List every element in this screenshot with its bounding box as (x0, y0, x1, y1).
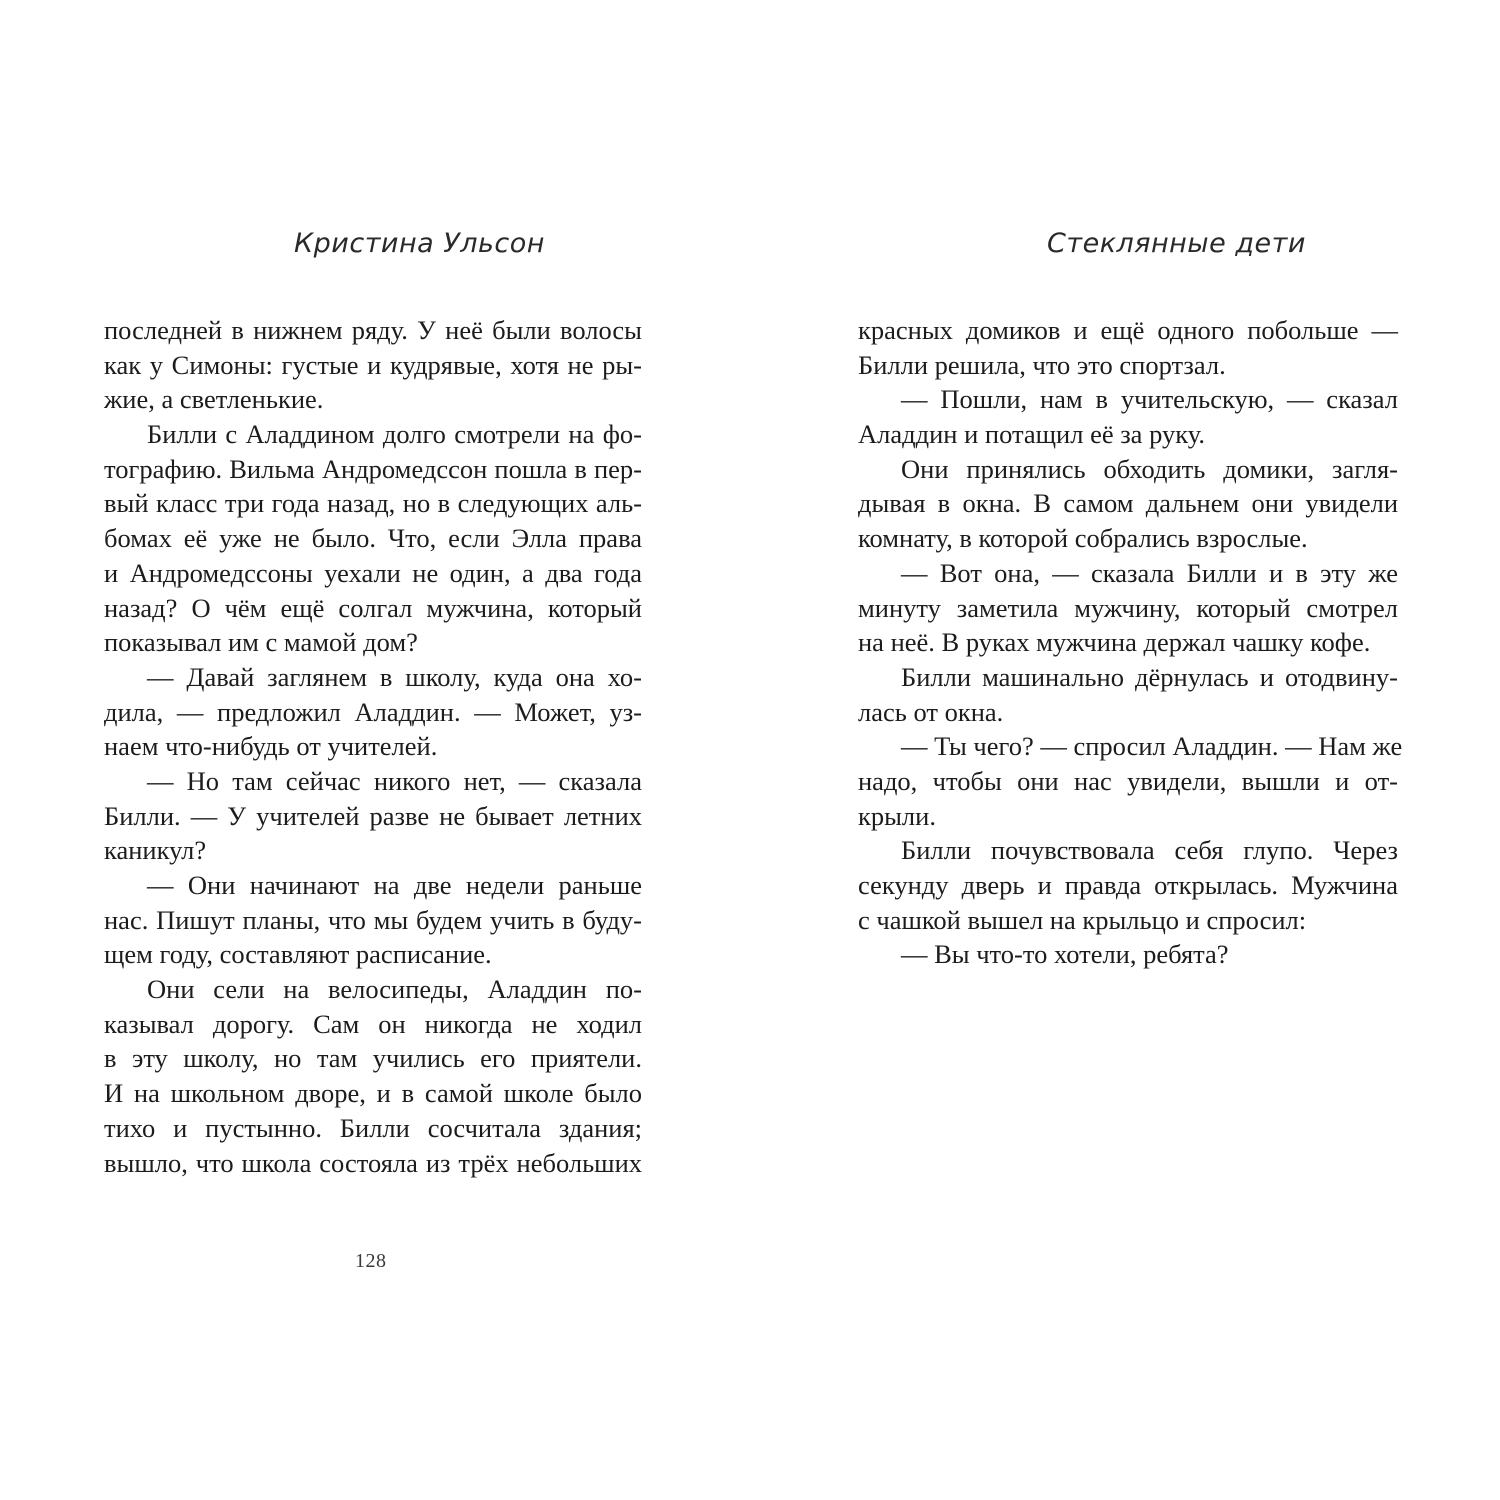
text-line: Билли машинально дёрнулась и отодвину- (901, 661, 1398, 692)
text-line: лась от окна. (858, 696, 1004, 727)
text-line: — Вы что-то хотели, ребята? (901, 939, 1229, 970)
text-line: дила, — предложил Аладдин. — Может, уз- (104, 696, 642, 727)
text-line: крыли. (858, 800, 936, 831)
text-line: нас. Пишут планы, что мы будем учить в буду- (104, 904, 642, 935)
text-line: щем году, составляют расписание. (104, 939, 492, 970)
text-line: как у Симоны: густые и кудрявые, хотя не ры- (104, 349, 642, 380)
text-line: на неё. В руках мужчина держал чашку кофе. (858, 627, 1371, 658)
text-line: — Вот она, — сказала Билли и в эту же (901, 557, 1398, 588)
text-line: комнату, в которой собрались взрослые. (858, 523, 1308, 554)
text-line: бомах её уже не было. Что, если Элла права (104, 523, 642, 554)
text-line: надо, чтобы они нас увидели, вышли и от- (858, 765, 1398, 796)
text-line: жие, а светленькие. (104, 384, 324, 415)
text-line: Они принялись обходить домики, загля- (901, 453, 1398, 484)
text-line: в эту школу, но там учились его приятели. (104, 1043, 642, 1074)
text-line: последней в нижнем ряду. У неё были волосы (104, 315, 642, 345)
text-line: с чашкой вышел на крыльцо и спросил: (858, 904, 1307, 935)
title-running-head: Стеклянные дети (1047, 228, 1306, 259)
text-line: — Пошли, нам в учительскую, — сказал (901, 384, 1398, 415)
text-line: тихо и пустынно. Билли сосчитала здания; (104, 1112, 642, 1143)
text-line: — Но там сейчас никого нет, — сказала (147, 765, 642, 796)
text-line: Билли решила, что это спортзал. (858, 349, 1226, 380)
text-line: Аладдин и потащил её за руку. (858, 419, 1205, 450)
text-line: Билли почувствовала себя глупо. Через (901, 835, 1398, 866)
text-line: Билли. — У учителей разве не бывает летних (104, 800, 642, 831)
text-line: и Андромедссоны уехали не один, а два года (104, 557, 642, 588)
right-page-text (858, 313, 1403, 972)
text-line: красных домиков и ещё одного побольше — (858, 315, 1398, 345)
text-line: каникул? (104, 835, 207, 866)
right-page (750, 0, 1500, 1500)
text-line: тографию. Вильма Андромедссон пошла в пер- (104, 453, 642, 484)
text-line: вышло, что школа состояла из трёх небольших (104, 1147, 642, 1178)
text-line: минуту заметила мужчину, который смотрел (858, 592, 1398, 623)
text-line: вый класс три года назад, но в следующих аль- (104, 488, 642, 519)
text-line: — Давай заглянем в школу, куда она хо- (147, 661, 642, 692)
text-line: наем что-нибудь от учителей. (104, 731, 438, 762)
text-line: Они сели на велосипеды, Аладдин по- (147, 974, 642, 1005)
page-number: 128 (355, 1250, 387, 1272)
text-line: казывал дорогу. Сам он никогда не ходил (104, 1008, 642, 1039)
text-line: Билли с Аладдином долго смотрели на фо- (147, 419, 642, 450)
text-line: дывая в окна. В самом дальнем они увидели (858, 488, 1398, 519)
left-page-text (104, 313, 642, 1180)
author-running-head: Кристина Ульсон (294, 228, 545, 259)
text-line: — Ты чего? — спросил Аладдин. — Нам же (901, 731, 1403, 762)
text-line: — Они начинают на две недели раньше (147, 870, 642, 900)
text-line: И на школьном дворе, и в самой школе было (104, 1078, 642, 1109)
text-line: секунду дверь и правда открылась. Мужчина (858, 870, 1398, 900)
text-line: показывал им с мамой дом? (104, 627, 418, 658)
text-line: назад? О чём ещё солгал мужчина, который (104, 592, 642, 623)
